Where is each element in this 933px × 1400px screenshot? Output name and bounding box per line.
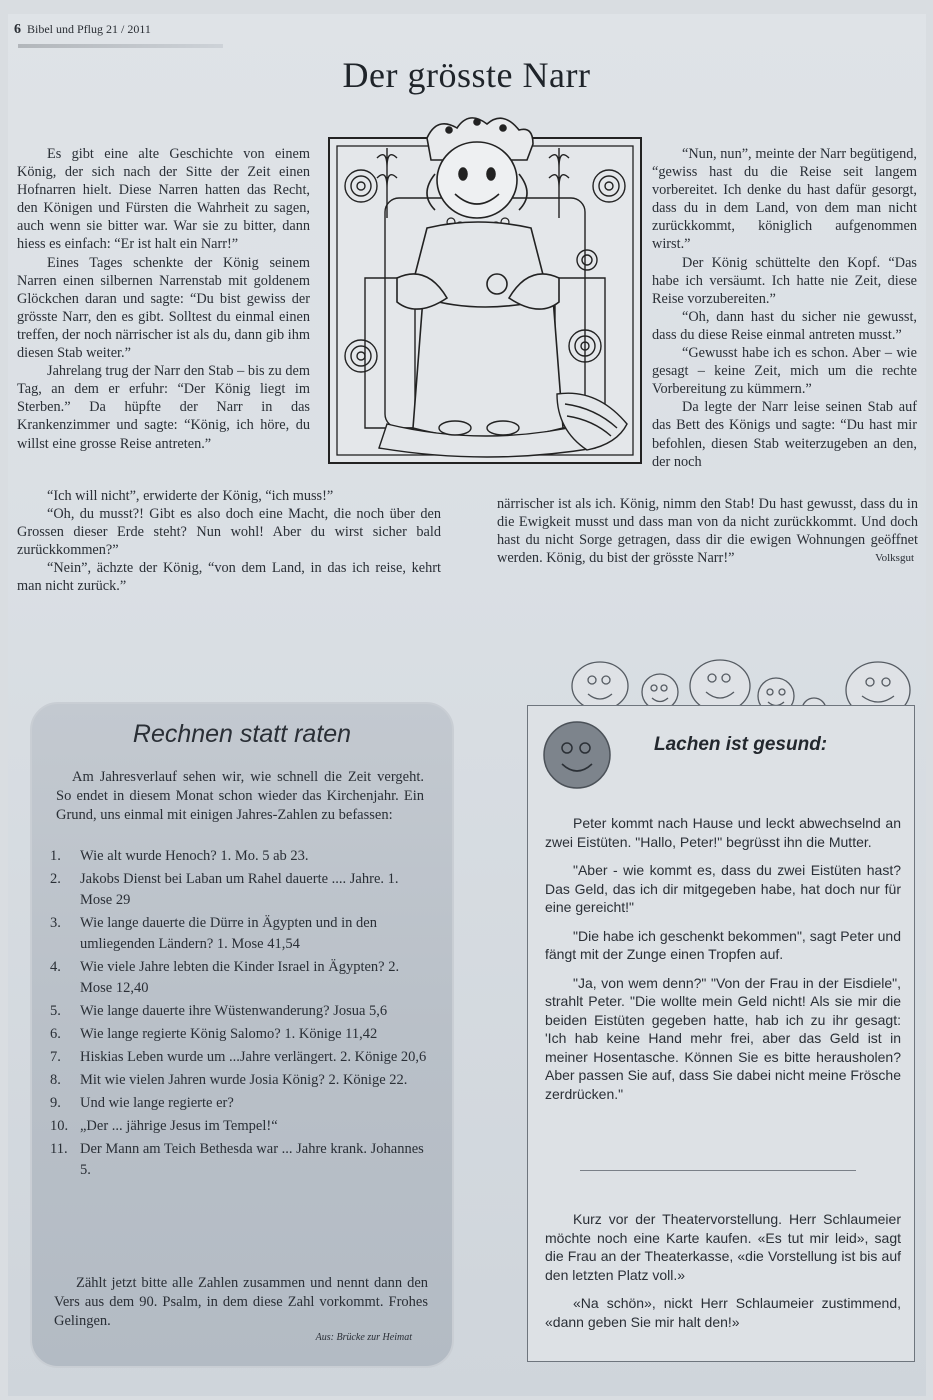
puzzle-outro: Zählt jetzt bitte alle Zahlen zusammen und nennt dann den Vers aus dem 90. Psalm, in dem diese Zahl vorkommt. Frohes Gelingen. (54, 1275, 428, 1329)
question-number: 9. (50, 1095, 61, 1111)
joke-paragraph: "Ja, von wem denn?" "Von der Frau in der Eisdiele", strahlt Peter. "Die wollte mein Geld nicht! Als sie mir die beiden Eistüten gegeben hatte, hab ich zu ihr gesagt: 'Ich hab keine Hand mehr frei, aber das Geld ist in meiner Hosentasche. Können Sie es bitte herausholen? Aber passen Sie auf, dass Sie dabei nicht meine Frösche zerdrücken." (545, 974, 901, 1102)
question-number: 7. (50, 1049, 61, 1065)
article-paragraph: Da legte der Narr leise seinen Stab auf das Bett des Königs und sagte: “Du hast mir befohlen, diesen Stab weiterzugeben an den, der noch (652, 399, 917, 470)
joke-paragraph: Peter kommt nach Hause und leckt abwechselnd an zwei Eistüten. "Hallo, Peter!" begrüsst ihn die Mutter. (545, 815, 901, 850)
article-title: Der grösste Narr (342, 55, 591, 95)
article-paragraph: Jahrelang trug der Narr den Stab – bis zu dem Tag, an dem er erfuhr: “Der König liegt im Sterben.” Da hüpfte der Narr in das Krankenzimmer und sagte: “König, ich höre, du willst eine grosse Reise antreten.” (17, 363, 310, 452)
question-text: Der Mann am Teich Bethesda war ... Jahre krank. Johannes 5. (80, 1141, 424, 1178)
article-paragraph: “Gewusst habe ich es schon. Aber – wie gesagt – keine Zeit, mich um die rechte Vorbereitung zu kümmern.” (652, 345, 917, 398)
puzzle-question (50, 957, 430, 999)
puzzle-box (30, 702, 454, 1368)
puzzle-question (50, 869, 430, 911)
puzzle-question (50, 1024, 430, 1045)
jokes-title: Lachen ist gesund: (654, 734, 828, 755)
question-number: 2. (50, 871, 61, 887)
publication-name: Bibel und Pflug 21 / 2011 (27, 22, 151, 36)
question-number: 6. (50, 1026, 61, 1042)
article-paragraph: “Nein”, ächzte der König, “von dem Land, in das ich reise, kehrt man nicht zurück.” (17, 560, 441, 595)
article-credit: Volksgut (875, 552, 914, 565)
puzzle-question (50, 1047, 430, 1068)
puzzle-question (50, 1070, 430, 1091)
joke-divider (580, 1170, 856, 1171)
puzzle-question (50, 1001, 430, 1022)
smiley-icon (542, 720, 612, 790)
question-text: „Der ... jährige Jesus im Tempel!“ (80, 1118, 278, 1134)
question-text: Wie lange dauerte die Dürre in Ägypten und in den umliegenden Ländern? 1. Mose 41,54 (80, 915, 377, 952)
joke-two (545, 1210, 901, 1341)
puzzle-question-list (50, 846, 430, 1183)
article-right-column (652, 145, 917, 471)
question-number: 3. (50, 915, 61, 931)
joke-paragraph: "Die habe ich geschenkt bekommen", sagt Peter und fängt mit der Zunge einen Tropfen auf. (545, 927, 901, 962)
header-rule (18, 44, 223, 48)
puzzle-intro: Am Jahresverlauf sehen wir, wie schnell die Zeit vergeht. So endet in diesem Monat schon wieder das Kirchenjahr. Ein Grund, uns einmal mit einigen Jahres-Zahlen zu befassen: (56, 769, 424, 823)
joke-paragraph: "Aber - wie kommt es, dass du zwei Eistüten hast? Das Geld, das ich dir mitgegeben habe, hat doch nur für eine gereicht!" (545, 862, 901, 915)
question-number: 1. (50, 848, 61, 864)
jokes-box (527, 705, 915, 1362)
question-text: Mit wie vielen Jahren wurde Josia König? 2. Könige 22. (80, 1072, 408, 1088)
article-paragraph: Der König schüttelte den Kopf. “Das habe ich versäumt. Ich hatte nie Zeit, diese Reise vorzubereiten.” (652, 254, 917, 307)
article-paragraph: närrischer ist als ich. König, nimm den Stab! Du hast gewusst, dass du in die Ewigkeit musst und dass man von da nicht zurückkommt. Und doch hast du nicht Sorge getragen, dass dir die ewigen Wohnungen geöffnet werden. König, du bist der grösste Narr!” (497, 496, 918, 567)
question-text: Wie alt wurde Henoch? 1. Mo. 5 ab 23. (80, 848, 309, 864)
puzzle-question (50, 846, 430, 867)
question-number: 4. (50, 959, 61, 975)
question-text: Wie viele Jahre lebten die Kinder Israel in Ägypten? 2. Mose 12,40 (80, 959, 400, 996)
king-on-throne-illustration (327, 108, 649, 468)
article-paragraph: Es gibt eine alte Geschichte von einem König, der sich nach der Sitte der Zeit einen Hofnarren hielt. Diese Narren hatten das Recht, den Königen und Fürsten die Wahrheit zu sagen, auch wenn sie bitter war. War sie zu bitter, dann hiess es einfach: “Er ist halt ein Narr!” (17, 146, 310, 253)
puzzle-title: Rechnen statt raten (132, 720, 352, 748)
puzzle-question (50, 1139, 430, 1181)
question-text: Hiskias Leben wurde um ...Jahre verlängert. 2. Könige 20,6 (80, 1049, 427, 1065)
article-paragraph: “Oh, dann hast du sicher nie gewusst, dass du diese Reise einmal antreten musst.” (652, 308, 917, 343)
article-paragraph: “Nun, nun”, meinte der Narr begütigend, “gewiss hast du die Reise seit langem vorbereitet. Ich denke du hast dafür gesorgt, dass du in dem Land, von dem man nicht zurückkommt, königlich aufgenommen wirst.” (652, 146, 917, 253)
article-right-wide-column (497, 495, 918, 567)
page-header (14, 22, 151, 38)
puzzle-question (50, 913, 430, 955)
article-left-column (17, 145, 310, 453)
question-text: Wie lange dauerte ihre Wüstenwanderung? Josua 5,6 (80, 1003, 388, 1019)
joke-paragraph: Kurz vor der Theatervorstellung. Herr Schlaumeier möchte noch eine Karte kaufen. «Es tut mir leid», sagt die Frau an der Theaterkasse, «die Vorstellung ist bis auf den letzten Platz voll.» (545, 1211, 901, 1283)
question-number: 11. (50, 1141, 68, 1157)
joke-paragraph: «Na schön», nickt Herr Schlaumeier zustimmend, «dann geben Sie mir halt den!» (545, 1295, 901, 1330)
article-paragraph: “Oh, du musst?! Gibt es also doch eine Macht, die noch über den Grossen dieser Erde steht? Nun wohl! Aber du wirst sicher bald zurückkommen?” (17, 506, 441, 559)
puzzle-question (50, 1116, 430, 1137)
question-number: 5. (50, 1003, 61, 1019)
article-left-wide-column (17, 487, 441, 596)
question-text: Und wie lange regierte er? (80, 1095, 234, 1111)
question-text: Jakobs Dienst bei Laban um Rahel dauerte .... Jahre. 1. Mose 29 (80, 871, 399, 908)
question-text: Wie lange regierte König Salomo? 1. Könige 11,42 (80, 1026, 378, 1042)
article-paragraph: “Ich will nicht”, erwiderte der König, “ich muss!” (47, 488, 334, 504)
page-number: 6 (14, 22, 21, 37)
puzzle-question (50, 1093, 430, 1114)
article-paragraph: Eines Tages schenkte der König seinem Narren einen silbernen Narrenstab mit goldenem Glöckchen daran und sagte: “Du bist gewiss der grösste Narr, den es gibt. Solltest du einmal einen treffen, der noch närrischer ist als du, dann gib ihm diesen Stab weiter.” (17, 254, 310, 362)
question-number: 8. (50, 1072, 61, 1088)
joke-one (545, 814, 901, 1113)
puzzle-source: Aus: Brücke zur Heimat (315, 1332, 412, 1343)
question-number: 10. (50, 1118, 69, 1134)
